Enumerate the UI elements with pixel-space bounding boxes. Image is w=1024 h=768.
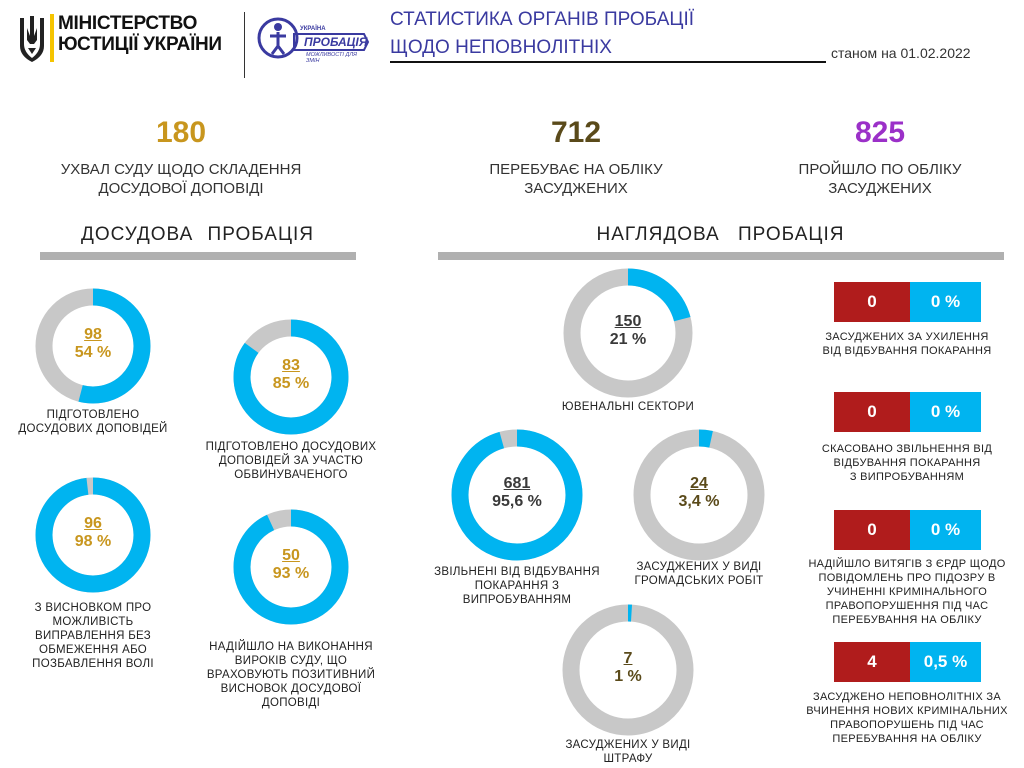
donut-center-label xyxy=(443,475,591,511)
donut-percent: 54 % xyxy=(74,344,112,361)
stat-caption: ЗАСУДЖЕНО НЕПОВНОЛІТНІХ ЗА ВЧИНЕННЯ НОВИХ КРИМІНАЛЬНИХ ПРАВОПОРУШЕНЬ ПІД ЧАС ПЕРЕБУВАННЯ НА ОБЛІКУ xyxy=(806,691,1008,745)
donut-sentences-received xyxy=(206,501,376,709)
donut-without-restriction xyxy=(27,469,159,670)
donut-center-label xyxy=(27,326,159,362)
total-caption-1: УХВАЛ СУДУ ЩОДО СКЛАДЕННЯ ДОСУДОВОЇ ДОПОВІДІ xyxy=(60,161,302,197)
donut-value: 681 xyxy=(503,475,531,492)
stat-percent: 0 % xyxy=(910,392,981,432)
stat-percent: 0 % xyxy=(910,510,981,550)
title-underline xyxy=(390,61,826,63)
section-title-pretrial: ДОСУДОВА ПРОБАЦІЯ xyxy=(80,224,315,245)
donut-percent: 3,4 % xyxy=(678,493,720,510)
logo-text-main: ПРОБАЦІЯ xyxy=(304,35,368,49)
donut-caption: З ВИСНОВКОМ ПРО МОЖЛИВІСТЬ ВИПРАВЛЕННЯ БЕЗ ОБМЕЖЕННЯ АБО ПОЗБАВЛЕННЯ ВОЛІ xyxy=(32,602,154,670)
stat-caption: СКАСОВАНО ЗВІЛЬНЕННЯ ВІД ВІДБУВАННЯ ПОКАРАННЯ З ВИПРОБУВАННЯМ xyxy=(821,443,993,483)
total-value-1: 180 xyxy=(155,116,207,149)
donut-caption: ЮВЕНАЛЬНІ СЕКТОРИ xyxy=(561,401,695,413)
donut-percent: 21 % xyxy=(609,331,647,348)
stat-count: 4 xyxy=(834,642,910,682)
stat-box xyxy=(834,510,981,550)
stat-caption: НАДІЙШЛО ВИТЯГІВ З ЄРДР ЩОДО ПОВІДОМЛЕНЬ ПРО ПІДОЗРУ В УЧИНЕННІ КРИМІНАЛЬНОГО ПРАВОПОРУШЕННЯ ПІД ЧАС ПЕРЕБУВАННЯ НА ОБЛІКУ xyxy=(808,558,1006,626)
as-of-date: станом на 01.02.2022 xyxy=(831,45,971,61)
donut-juvenile-sectors xyxy=(555,260,701,413)
donut-value: 50 xyxy=(282,547,300,564)
page-title: СТАТИСТИКА ОРГАНІВ ПРОБАЦІЇ ЩОДО НЕПОВНОЛІТНІХ xyxy=(390,9,695,58)
donut-caption: ПІДГОТОВЛЕНО ДОСУДОВИХ ДОПОВІДЕЙ ЗА УЧАСТЮ ОБВИНУВАЧЕНОГО xyxy=(205,441,377,481)
donut-center-label xyxy=(554,650,702,686)
donut-value: 24 xyxy=(690,475,708,492)
donut-community-work xyxy=(625,421,773,587)
ministry-name: МІНІСТЕРСТВО ЮСТИЦІЇ УКРАЇНИ xyxy=(58,13,222,55)
section-bar-supervisory xyxy=(438,252,1004,260)
donut-value: 7 xyxy=(623,650,633,667)
donut-caption: ЗАСУДЖЕНИХ У ВИДІ ГРОМАДСЬКИХ РОБІТ xyxy=(634,561,764,587)
stat-box xyxy=(834,392,981,432)
stat-caption: ЗАСУДЖЕНИХ ЗА УХИЛЕННЯ ВІД ВІДБУВАННЯ ПОКАРАННЯ xyxy=(822,331,992,357)
logo-text-top: УКРАЇНА xyxy=(300,26,326,32)
total-caption-3: ПРОЙШЛО ПО ОБЛІКУ ЗАСУДЖЕНИХ xyxy=(798,161,962,197)
donut-caption: ПІДГОТОВЛЕНО ДОСУДОВИХ ДОПОВІДЕЙ xyxy=(18,409,168,435)
donut-center-label xyxy=(27,515,159,551)
donut-caption: НАДІЙШЛО НА ВИКОНАННЯ ВИРОКІВ СУДУ, ЩО ВРАХОВУЮТЬ ПОЗИТИВНИЙ ВИСНОВОК ДОСУДОВОЇ ДОПОВІДІ xyxy=(206,641,376,709)
donut-value: 150 xyxy=(614,313,642,330)
header-divider xyxy=(244,12,245,78)
donut-value: 98 xyxy=(84,326,102,343)
stat-percent: 0,5 % xyxy=(910,642,981,682)
stat-count: 0 xyxy=(834,392,910,432)
stat-count: 0 xyxy=(834,510,910,550)
section-bar-pretrial xyxy=(40,252,356,260)
donut-percent: 1 % xyxy=(614,668,642,685)
donut-prepared-reports xyxy=(18,280,168,435)
probation-logo xyxy=(256,12,370,64)
section-title-supervisory: НАГЛЯДОВА ПРОБАЦІЯ xyxy=(596,224,845,245)
donut-caption: ЗВІЛЬНЕНІ ВІД ВІДБУВАННЯ ПОКАРАННЯ З ВИПРОБУВАННЯМ xyxy=(434,566,600,606)
stat-percent: 0 % xyxy=(910,282,981,322)
donut-center-label xyxy=(225,357,357,393)
logo-text-sub: МОЖЛИВОСТІ ДЛЯ ЗМІН xyxy=(306,52,357,64)
donut-center-label xyxy=(625,475,773,511)
donut-value: 96 xyxy=(84,515,102,532)
donut-percent: 98 % xyxy=(74,533,112,550)
stat-box xyxy=(834,642,981,682)
donut-center-label xyxy=(225,547,357,583)
stat-count: 0 xyxy=(834,282,910,322)
donut-caption: ЗАСУДЖЕНИХ У ВИДІ ШТРАФУ xyxy=(565,739,691,765)
donut-with-accused xyxy=(205,311,377,481)
donut-percent: 85 % xyxy=(272,375,310,392)
stat-box xyxy=(834,282,981,322)
donut-percent: 93 % xyxy=(272,565,310,582)
donut-fine xyxy=(554,596,702,765)
donut-center-label xyxy=(555,313,701,349)
total-caption-2: ПЕРЕБУВАЄ НА ОБЛІКУ ЗАСУДЖЕНИХ xyxy=(489,161,663,197)
coat-of-arms-icon xyxy=(18,14,46,64)
total-value-3: 825 xyxy=(854,116,906,149)
total-value-2: 712 xyxy=(550,116,602,149)
donut-percent: 95,6 % xyxy=(492,493,542,510)
flag-stripe xyxy=(50,14,54,62)
donut-value: 83 xyxy=(282,357,300,374)
donut-released-probation xyxy=(434,421,600,606)
